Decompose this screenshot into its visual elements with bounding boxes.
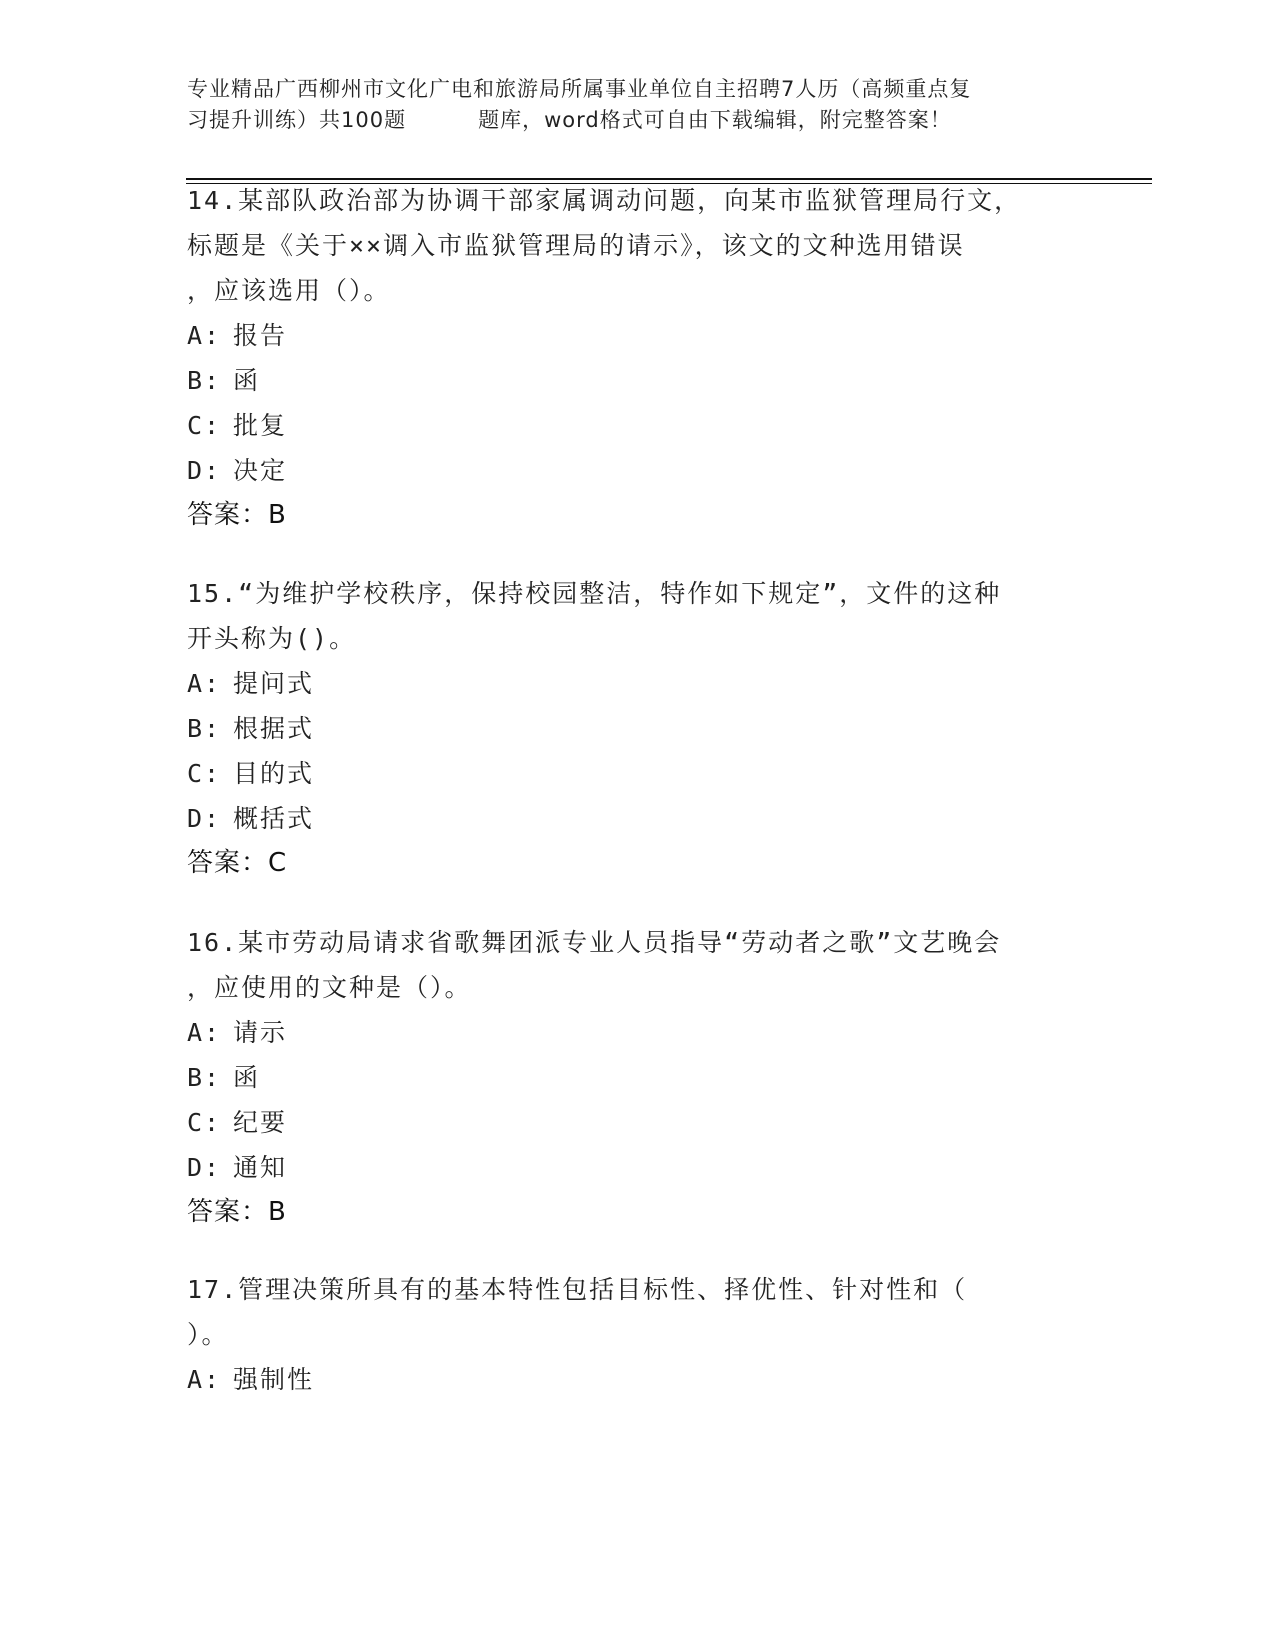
question-stem-line: ）。 — [187, 1320, 229, 1349]
option-letter: B: — [187, 1063, 222, 1092]
option-letter: B: — [187, 366, 222, 395]
option-letter: B: — [187, 714, 222, 743]
option-text: 决定 — [233, 456, 288, 485]
option-letter: A: — [187, 669, 222, 698]
question-stem-line: 开头称为()。 — [187, 624, 357, 653]
question-stem-line: 16.某市劳动局请求省歌舞团派专业人员指导“劳动者之歌”文艺晚会 — [187, 928, 1002, 957]
option-letter: D: — [187, 804, 222, 833]
option-c — [187, 751, 1087, 796]
question-stem-line: 标题是《关于××调入市监狱管理局的请示》，该文的文种选用错误 — [187, 231, 965, 260]
question-stem-line: ，应使用的文种是（）。 — [187, 973, 472, 1002]
option-b — [187, 1055, 1087, 1100]
option-b — [187, 358, 1087, 403]
question-14 — [187, 178, 1087, 538]
option-text: 纪要 — [233, 1108, 288, 1137]
option-d — [187, 448, 1087, 493]
question-15 — [187, 571, 1087, 886]
option-text: 批复 — [233, 411, 288, 440]
question-stem-line: ，应该选用（）。 — [187, 276, 391, 305]
document-header — [187, 74, 1107, 136]
option-b — [187, 706, 1087, 751]
option-letter: A: — [187, 1365, 222, 1394]
question-16 — [187, 920, 1087, 1235]
option-c — [187, 1100, 1087, 1145]
header-title-line-2 — [187, 105, 1107, 136]
question-stem-line: 14.某部队政治部为协调干部家属调动问题，向某市监狱管理局行文， — [187, 186, 1022, 215]
option-text: 报告 — [233, 321, 288, 350]
option-text: 函 — [233, 1063, 261, 1092]
option-text: 提问式 — [233, 669, 315, 698]
option-a — [187, 661, 1087, 706]
option-letter: C: — [187, 1108, 222, 1137]
question-stem-line: 15.“为维护学校秩序，保持校园整洁，特作如下规定”，文件的这种 — [187, 579, 1002, 608]
header-title-part-2: 题库，word格式可自由下载编辑，附完整答案！ — [478, 108, 952, 132]
question-17 — [187, 1267, 1087, 1402]
option-text: 强制性 — [233, 1365, 315, 1394]
option-letter: A: — [187, 321, 222, 350]
option-a — [187, 1010, 1087, 1055]
option-letter: D: — [187, 456, 222, 485]
option-text: 函 — [233, 366, 261, 395]
option-a — [187, 313, 1087, 358]
option-c — [187, 403, 1087, 448]
option-text: 根据式 — [233, 714, 315, 743]
option-text: 概括式 — [233, 804, 315, 833]
option-a — [187, 1357, 1087, 1402]
option-d — [187, 796, 1087, 841]
answer-line: 答案：C — [187, 848, 288, 878]
answer-line: 答案：B — [187, 500, 287, 530]
option-letter: D: — [187, 1153, 222, 1182]
answer-line: 答案：B — [187, 1197, 287, 1227]
option-d — [187, 1145, 1087, 1190]
header-title-part-1: 习提升训练）共100题 — [187, 108, 407, 132]
question-stem-line: 17.管理决策所具有的基本特性包括目标性、择优性、针对性和（ — [187, 1275, 968, 1304]
option-text: 通知 — [233, 1153, 288, 1182]
option-text: 目的式 — [233, 759, 315, 788]
option-letter: A: — [187, 1018, 222, 1047]
header-title-line-1: 专业精品广西柳州市文化广电和旅游局所属事业单位自主招聘7人历（高频重点复 — [187, 77, 972, 101]
option-letter: C: — [187, 411, 222, 440]
option-text: 请示 — [233, 1018, 288, 1047]
option-letter: C: — [187, 759, 222, 788]
